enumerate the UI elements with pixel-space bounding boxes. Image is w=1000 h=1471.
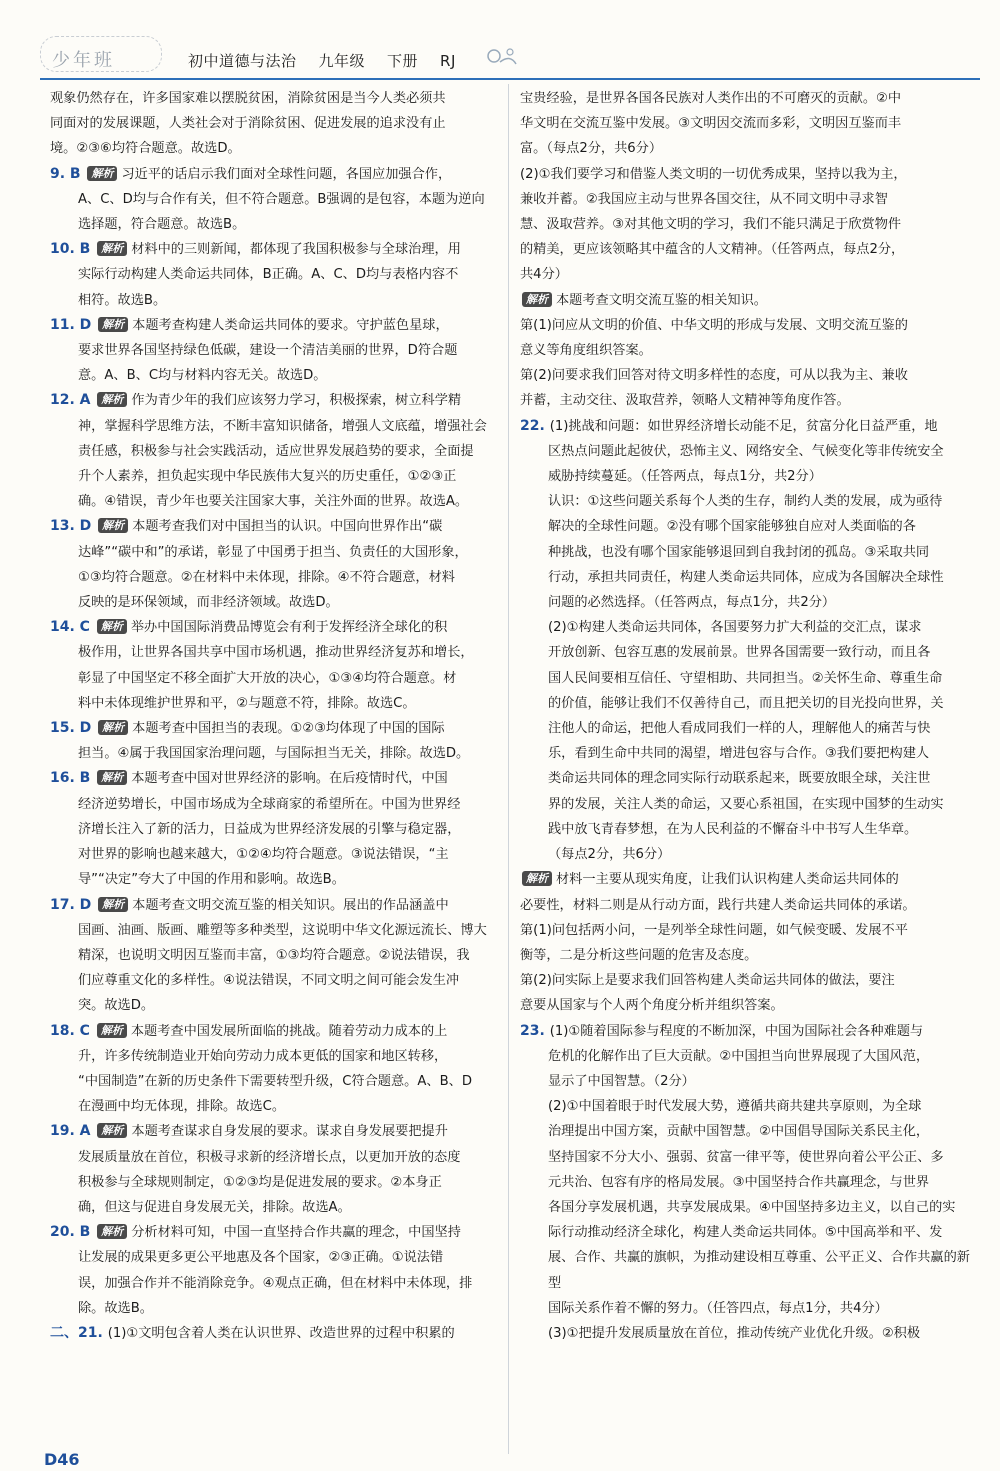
line-text: 积极参与全球规则制定，①②③均是促进发展的要求。②本身正 bbox=[78, 1174, 442, 1190]
answer-line bbox=[520, 1019, 972, 1044]
answer-item bbox=[50, 893, 498, 1019]
line-text: 问题的必然选择。（任答两点，每点1分，共2分） bbox=[548, 595, 836, 611]
line-text: 界的发展，关注人类的命运，又要心系祖国，在实现中国梦的生动实 bbox=[548, 796, 944, 812]
answer-line bbox=[50, 1069, 498, 1094]
answer-item bbox=[520, 288, 972, 414]
answer-line bbox=[50, 262, 498, 287]
answer-line bbox=[50, 1019, 498, 1044]
answer-line bbox=[50, 489, 498, 514]
line-text: 华文明在交流互鉴中发展。③文明因交流而多彩，文明因互鉴而丰 bbox=[520, 116, 902, 132]
line-text: “中国制造”在新的历史条件下需要转型升级，C符合题意。A、B、D bbox=[78, 1073, 472, 1089]
answer-line bbox=[50, 741, 498, 766]
line-text: 第(1)问应从文明的价值、中华文明的形成与发展、文明交流互鉴的 bbox=[520, 317, 908, 333]
line-text: 必要性，材料二则是从行动方面，践行共建人类命运共同体的承诺。 bbox=[520, 897, 916, 913]
answer-line bbox=[50, 1245, 498, 1270]
answer-line bbox=[50, 1271, 498, 1296]
question-number: 14. C bbox=[50, 619, 95, 636]
question-number: 20. B bbox=[50, 1224, 96, 1241]
line-text: 国际关系作着不懈的努力。（任答四点，每点1分，共4分） bbox=[548, 1300, 888, 1316]
line-text: (2)①中国着眼于时代发展大势，遵循共商共建共享原则，为全球 bbox=[548, 1099, 922, 1115]
answer-line bbox=[50, 1094, 498, 1119]
line-text: 意义等角度组织答案。 bbox=[520, 343, 652, 359]
answer-line bbox=[50, 363, 498, 388]
analysis-badge: 解析 bbox=[98, 518, 128, 533]
line-text: 第(2)问实际上是要求我们回答构建人类命运共同体的做法，要注 bbox=[520, 973, 895, 989]
line-text: 认识：①这些问题关系每个人类的生存，制约人类的发展，成为亟待 bbox=[548, 494, 943, 510]
analysis-badge: 解析 bbox=[97, 241, 127, 256]
line-text: 在漫画中均无体现，排除。故选C。 bbox=[78, 1099, 286, 1115]
answer-line bbox=[520, 766, 972, 791]
line-text: 显示了中国智慧。（2分） bbox=[548, 1073, 695, 1089]
question-number: 19. A bbox=[50, 1123, 96, 1140]
question-number: 17. D bbox=[50, 896, 97, 913]
answer-item bbox=[50, 1119, 498, 1220]
left-column bbox=[50, 86, 498, 1346]
line-text: 衡等，二是分析这些问题的危害及态度。 bbox=[520, 947, 758, 963]
line-text: 精深，也说明文明因互鉴而丰富，①③均符合题意。②说法错误，我 bbox=[78, 947, 470, 963]
line-text: 并蓄，主动交往、汲取营养，领略人文精神等角度作答。 bbox=[520, 393, 850, 409]
answer-line bbox=[50, 1044, 498, 1069]
answer-item bbox=[50, 716, 498, 766]
answer-line bbox=[50, 1321, 498, 1346]
line-text: 本题考查中国发展所面临的挑战。随着劳动力成本的上 bbox=[130, 1023, 448, 1039]
line-text: (1)①随着国际参与程度的不断加深，中国为国际社会各种难题与 bbox=[549, 1023, 924, 1039]
line-text: 国画、油画、版画、雕塑等多种类型，这说明中华文化源远流长、博大 bbox=[78, 922, 487, 938]
line-text: 国人民间要相互信任、守望相助、共同担当。②关怀生命、尊重生命 bbox=[548, 670, 943, 686]
answer-line bbox=[520, 691, 972, 716]
line-text: 危机的化解作出了巨大贡献。②中国担当向世界展现了大国风范， bbox=[548, 1048, 930, 1064]
page-header bbox=[0, 0, 1000, 80]
analysis-badge: 解析 bbox=[97, 619, 127, 634]
line-text: 选择题，符合题意。故选B。 bbox=[78, 217, 246, 233]
answer-line bbox=[520, 792, 972, 817]
grade: 九年级 bbox=[318, 52, 366, 70]
answer-line bbox=[520, 615, 972, 640]
answer-line bbox=[520, 1195, 972, 1220]
line-text: 误，加强合作并不能消除竞争。④观点正确，但在材料中未体现，排 bbox=[78, 1275, 473, 1291]
answer-line bbox=[50, 313, 498, 338]
answer-line bbox=[50, 968, 498, 993]
answer-line bbox=[520, 187, 972, 212]
line-text: 威胁持续蔓延。（任答两点，每点1分，共2分） bbox=[548, 469, 822, 485]
line-text: 观象仍然存在，许多国家难以摆脱贫困，消除贫困是当今人类必须共 bbox=[50, 91, 446, 106]
answer-line bbox=[50, 1145, 498, 1170]
line-text: 实际行动构建人类命运共同体，B正确。A、C、D均与表格内容不 bbox=[78, 267, 459, 283]
answer-item bbox=[520, 162, 972, 288]
header-divider bbox=[40, 78, 980, 80]
line-text: (2)①我们要学习和借鉴人类文明的一切优秀成果，坚持以我为主， bbox=[520, 166, 907, 182]
answer-line bbox=[50, 237, 498, 262]
answer-line bbox=[520, 313, 972, 338]
answer-line bbox=[50, 666, 498, 691]
line-text: 突。故选D。 bbox=[78, 998, 155, 1014]
line-text: 坚持国家不分大小、强弱、贫富一律平等，使世界向着公平公正、多 bbox=[548, 1149, 944, 1165]
answer-line bbox=[50, 136, 498, 161]
line-text: 本题考查中国对世界经济的影响。在后疫情时代，中国 bbox=[131, 771, 448, 787]
line-text: 发展质量放在首位，积极寻求新的经济增长点，以更加开放的态度 bbox=[78, 1149, 461, 1165]
answer-line bbox=[520, 1094, 972, 1119]
answer-line bbox=[50, 842, 498, 867]
answer-item bbox=[50, 1019, 498, 1120]
line-text: 践中放飞青春梦想，在为人民利益的不懈奋斗中书写人生华章。 bbox=[548, 821, 918, 837]
analysis-badge: 解析 bbox=[98, 720, 128, 735]
answer-line bbox=[520, 666, 972, 691]
line-text: ①③均符合题意。②在材料中未体现，排除。④不符合题意，材料 bbox=[78, 569, 455, 585]
line-text: 彰显了中国坚定不移全面扩大开放的决心，①③④均符合题意。材 bbox=[78, 670, 457, 686]
line-text: 本题考查文明交流互鉴的相关知识。展出的作品涵盖中 bbox=[132, 897, 449, 913]
answer-line bbox=[50, 1119, 498, 1144]
answer-line bbox=[50, 1170, 498, 1195]
answer-line bbox=[520, 136, 972, 161]
question-number: 16. B bbox=[50, 770, 96, 787]
line-text: 除。故选B。 bbox=[78, 1300, 153, 1316]
line-text: 担当。④属于我国国家治理问题，与国际担当无关，排除。故选D。 bbox=[78, 746, 470, 762]
question-number: 23. bbox=[520, 1022, 550, 1039]
answer-line bbox=[520, 867, 972, 892]
book-title bbox=[188, 50, 478, 71]
line-text: 兼收并蓄。②我国应主动与世界各国交往，从不同文明中寻求智 bbox=[520, 191, 888, 207]
analysis-badge: 解析 bbox=[97, 1023, 127, 1038]
answer-item bbox=[50, 86, 498, 162]
answer-item bbox=[520, 867, 972, 1018]
answer-line bbox=[520, 338, 972, 363]
line-text: 料中未体现维护世界和平，②与题意不符，排除。故选C。 bbox=[78, 695, 416, 711]
answer-line bbox=[520, 640, 972, 665]
question-number: 12. A bbox=[50, 392, 96, 409]
line-text: 本题考查我们对中国担当的认识。中国向世界作出“碳 bbox=[132, 519, 443, 535]
right-column bbox=[520, 86, 972, 1346]
line-text: 区热点问题此起彼伏，恐怖主义、网络安全、气候变化等非传统安全 bbox=[548, 443, 944, 459]
answer-line bbox=[50, 640, 498, 665]
line-text: 经济逆势增长，中国市场成为全球商家的希望所在。中国为世界经 bbox=[78, 796, 461, 812]
answer-line bbox=[520, 414, 972, 439]
answer-line bbox=[520, 1044, 972, 1069]
answer-item bbox=[50, 313, 498, 389]
line-text: (2)①构建人类命运共同体，各国要努力扩大利益的交汇点，谋求 bbox=[548, 620, 922, 636]
answer-line bbox=[520, 817, 972, 842]
answer-line bbox=[520, 1220, 972, 1245]
line-text: A、C、D均与合作有关，但不符合题意。B强调的是包容，本题为逆向 bbox=[78, 191, 485, 207]
answer-item bbox=[50, 615, 498, 716]
line-text: 富。（每点2分，共6分） bbox=[520, 141, 663, 157]
line-text: 行动，承担共同责任，构建人类命运共同体，应成为各国解决全球性 bbox=[548, 569, 944, 585]
line-text: (1)①文明包含着人类在认识世界、改造世界的过程中积累的 bbox=[107, 1325, 455, 1341]
answer-line bbox=[520, 288, 972, 313]
line-text: 注他人的命运，把他人看成同我们一样的人，理解他人的痛苦与快 bbox=[548, 721, 931, 737]
line-text: 意。A、B、C均与材料内容无关。故选D。 bbox=[78, 368, 327, 384]
answer-line bbox=[50, 716, 498, 741]
line-text: 元共治、包容有序的格局发展。③中国坚持合作共赢理念，与世界 bbox=[548, 1174, 930, 1190]
answer-line bbox=[520, 540, 972, 565]
answer-line bbox=[50, 867, 498, 892]
line-text: 际行动推动经济全球化，构建人类命运共同体。⑤中国高举和平、发 bbox=[548, 1225, 943, 1241]
question-number: 15. D bbox=[50, 720, 97, 737]
answer-line bbox=[50, 918, 498, 943]
line-text: 的精美，更应该领略其中蕴含的人文精神。（任答两点，每点2分， bbox=[520, 242, 905, 258]
line-text: 本题考查构建人类命运共同体的要求。守护蓝色星球， bbox=[132, 317, 449, 333]
question-number: 18. C bbox=[50, 1022, 95, 1039]
line-text: 们应尊重文化的多样性。④说法错误，不同文明之间可能会发生冲 bbox=[78, 973, 460, 989]
answer-line bbox=[50, 212, 498, 237]
answer-line bbox=[50, 893, 498, 918]
subject: 初中道德与法治 bbox=[188, 52, 297, 70]
answer-line bbox=[520, 1170, 972, 1195]
answer-line bbox=[50, 514, 498, 539]
line-text: 本题考查中国担当的表现。①②③均体现了中国的国际 bbox=[132, 721, 445, 737]
line-text: 分析材料可知，中国一直坚持合作共赢的理念，中国坚持 bbox=[131, 1225, 461, 1241]
line-text: 境。②③⑥均符合题意。故选D。 bbox=[50, 141, 241, 157]
answer-line bbox=[50, 1195, 498, 1220]
answer-line bbox=[50, 414, 498, 439]
line-text: 开放创新、包容互惠的发展前景。世界各国需要一致行动，而且各 bbox=[548, 645, 931, 661]
decoration-icon bbox=[480, 44, 520, 74]
answer-line bbox=[50, 540, 498, 565]
answer-line bbox=[520, 237, 972, 262]
line-text: 各国分享发展机遇，共享发展成果。④中国坚持多边主义，以自己的实 bbox=[548, 1199, 956, 1215]
line-text: 慧、汲取营养。③对其他文明的学习，我们不能只满足于欣赏物件 bbox=[520, 217, 902, 233]
answer-line bbox=[520, 1145, 972, 1170]
answer-line bbox=[520, 741, 972, 766]
answer-item bbox=[50, 1321, 498, 1346]
answer-line bbox=[520, 363, 972, 388]
line-text: 乐，看到生命中共同的渴望，增进包容与合作。③我们要把构建人 bbox=[548, 746, 930, 762]
answer-line bbox=[520, 262, 972, 287]
question-number: 11. D bbox=[50, 316, 97, 333]
line-text: 宝贵经验，是世界各国各民族对人类作出的不可磨灭的贡献。②中 bbox=[520, 91, 902, 106]
answer-line bbox=[50, 111, 498, 136]
line-text: 要求世界各国坚持绿色低碳，建设一个清洁美丽的世界，D符合题 bbox=[78, 343, 458, 359]
line-text: 种挑战，也没有哪个国家能够退回到自我封闭的孤岛。③采取共同 bbox=[548, 544, 930, 560]
line-text: 让发展的成果更多更公平地惠及各个国家，②③正确。①说法错 bbox=[78, 1250, 444, 1266]
answer-line bbox=[520, 1069, 972, 1094]
answer-line bbox=[520, 464, 972, 489]
answer-line bbox=[520, 590, 972, 615]
answer-line bbox=[520, 1296, 972, 1321]
question-number: 二、21. bbox=[50, 1324, 108, 1341]
analysis-badge: 解析 bbox=[87, 166, 117, 181]
analysis-badge: 解析 bbox=[97, 1224, 127, 1239]
line-text: 升个人素养，担负起实现中华民族伟大复兴的历史重任，①②③正 bbox=[78, 469, 457, 485]
line-text: 神，掌握科学思维方法，不断丰富知识储备，增强人文底蕴，增强社会 bbox=[78, 418, 487, 434]
line-text: 导”“决定”夸大了中国的作用和影响。故选B。 bbox=[78, 872, 345, 888]
line-text: (3)①把提升发展质量放在首位，推动传统产业优化升级。②积极 bbox=[548, 1325, 921, 1341]
answer-item bbox=[50, 162, 498, 238]
line-text: 本题考查谋求自身发展的要求。谋求自身发展要把提升 bbox=[131, 1124, 448, 1140]
line-text: 类命运共同体的理念同实际行动联系起来，既要放眼全球，关注世 bbox=[548, 771, 931, 787]
answer-item bbox=[520, 86, 972, 162]
line-text: 达峰”“碳中和”的承诺，彰显了中国勇于担当、负责任的大国形象， bbox=[78, 544, 468, 560]
answer-line bbox=[520, 842, 972, 867]
line-text: 对世界的影响也越来越大，①②④均符合题意。③说法错误，“主 bbox=[78, 847, 449, 863]
answer-line bbox=[50, 338, 498, 363]
answer-item bbox=[50, 514, 498, 615]
line-text: 治理提出中国方案，贡献中国智慧。②中国倡导国际关系民主化， bbox=[548, 1124, 930, 1140]
line-text: 升，许多传统制造业开始向劳动力成本更低的国家和地区转移， bbox=[78, 1048, 448, 1064]
answer-line bbox=[50, 565, 498, 590]
answer-item bbox=[50, 237, 498, 313]
column-divider bbox=[508, 84, 509, 1454]
analysis-badge: 解析 bbox=[97, 392, 127, 407]
line-text: 同面对的发展课题，人类社会对于消除贫困、促进发展的追求没有止 bbox=[50, 116, 446, 132]
analysis-badge: 解析 bbox=[97, 1123, 127, 1138]
line-text: 解决的全球性问题。②没有哪个国家能够独自应对人类面临的各 bbox=[548, 519, 916, 535]
answer-line bbox=[50, 993, 498, 1018]
volume: 下册 bbox=[387, 52, 419, 70]
analysis-badge: 解析 bbox=[98, 897, 128, 912]
answer-line bbox=[520, 388, 972, 413]
answer-line bbox=[520, 716, 972, 741]
line-text: 习近平的话启示我们面对全球性问题，各国应加强合作， bbox=[121, 166, 452, 182]
answer-line bbox=[50, 388, 498, 413]
edition: RJ bbox=[440, 52, 456, 70]
answer-line bbox=[50, 86, 498, 111]
answer-line bbox=[520, 514, 972, 539]
answer-line bbox=[520, 489, 972, 514]
line-text: 反映的是环保领域，而非经济领域。故选D。 bbox=[78, 595, 339, 611]
question-number: 13. D bbox=[50, 518, 97, 535]
line-text: 相符。故选B。 bbox=[78, 292, 167, 308]
answer-item bbox=[520, 1019, 972, 1347]
answer-line bbox=[520, 893, 972, 918]
line-text: 举办中国国际消费品博览会有利于发挥经济全球化的积 bbox=[130, 620, 448, 636]
question-number: 10. B bbox=[50, 241, 96, 258]
line-text: 确。④错误，青少年也要关注国家大事，关注外面的世界。故选A。 bbox=[78, 494, 469, 510]
answer-line bbox=[520, 918, 972, 943]
answer-line bbox=[520, 212, 972, 237]
answer-line bbox=[520, 993, 972, 1018]
answer-line bbox=[520, 86, 972, 111]
answer-line bbox=[50, 162, 498, 187]
answer-item bbox=[520, 414, 972, 868]
answer-line bbox=[50, 187, 498, 212]
answer-line bbox=[520, 439, 972, 464]
answer-line bbox=[50, 615, 498, 640]
answer-line bbox=[50, 464, 498, 489]
line-text: 材料一主要从现实角度，让我们认识构建人类命运共同体的 bbox=[556, 872, 899, 888]
answer-line bbox=[520, 1119, 972, 1144]
line-text: 济增长注入了新的活力，日益成为世界经济发展的引擎与稳定器， bbox=[78, 821, 461, 837]
answer-item bbox=[50, 388, 498, 514]
line-text: (1)挑战和问题：如世界经济增长动能不足，贫富分化日益严重，地 bbox=[549, 418, 938, 434]
answer-item bbox=[50, 1220, 498, 1321]
line-text: 作为青少年的我们应该努力学习，积极探索，树立科学精 bbox=[131, 393, 462, 409]
answer-line bbox=[50, 288, 498, 313]
answer-line bbox=[50, 766, 498, 791]
line-text: 意要从国家与个人两个角度分析并组织答案。 bbox=[520, 998, 784, 1014]
page-number: D46 bbox=[44, 1450, 80, 1469]
logo: 少年班 bbox=[52, 50, 115, 71]
line-text: 共4分） bbox=[520, 267, 568, 283]
line-text: 展、合作、共赢的旗帜，为推动建设相互尊重、公平正义、合作共赢的新型 bbox=[548, 1250, 970, 1291]
line-text: 的价值，能够让我们不仅善待自己，而且把关切的目光投向世界，关 bbox=[548, 695, 944, 711]
answer-line bbox=[520, 162, 972, 187]
answer-line bbox=[50, 691, 498, 716]
question-number: 9. B bbox=[50, 165, 86, 182]
line-text: 第(2)问要求我们回答对待文明多样性的态度，可从以我为主、兼收 bbox=[520, 368, 908, 384]
line-text: 极作用，让世界各国共享中国市场机遇，推动世界经济复苏和增长， bbox=[78, 645, 474, 661]
answer-line bbox=[520, 968, 972, 993]
answer-line bbox=[50, 943, 498, 968]
line-text: 材料中的三则新闻，都体现了我国积极参与全球治理，用 bbox=[131, 242, 461, 258]
answer-line bbox=[50, 1296, 498, 1321]
answer-line bbox=[50, 1220, 498, 1245]
line-text: 责任感，积极参与社会实践活动，适应世界发展趋势的要求，全面提 bbox=[78, 443, 474, 459]
analysis-badge: 解析 bbox=[522, 871, 552, 886]
line-text: （每点2分，共6分） bbox=[548, 847, 671, 863]
question-number: 22. bbox=[520, 417, 550, 434]
answer-line bbox=[50, 439, 498, 464]
line-text: 第(1)问包括两小问，一是列举全球性问题，如气候变暖、发展不平 bbox=[520, 922, 908, 938]
analysis-badge: 解析 bbox=[98, 317, 128, 332]
answer-line bbox=[520, 943, 972, 968]
answer-line bbox=[520, 111, 972, 136]
line-text: 确，但这与促进自身发展无关，排除。故选A。 bbox=[78, 1199, 351, 1215]
answer-line bbox=[50, 590, 498, 615]
analysis-badge: 解析 bbox=[97, 770, 127, 785]
answer-line bbox=[520, 565, 972, 590]
answer-line bbox=[520, 1321, 972, 1346]
analysis-badge: 解析 bbox=[522, 292, 552, 307]
answer-item bbox=[50, 766, 498, 892]
answer-line bbox=[520, 1245, 972, 1295]
answer-line bbox=[50, 792, 498, 817]
line-text: 本题考查文明交流互鉴的相关知识。 bbox=[556, 292, 767, 308]
answer-line bbox=[50, 817, 498, 842]
